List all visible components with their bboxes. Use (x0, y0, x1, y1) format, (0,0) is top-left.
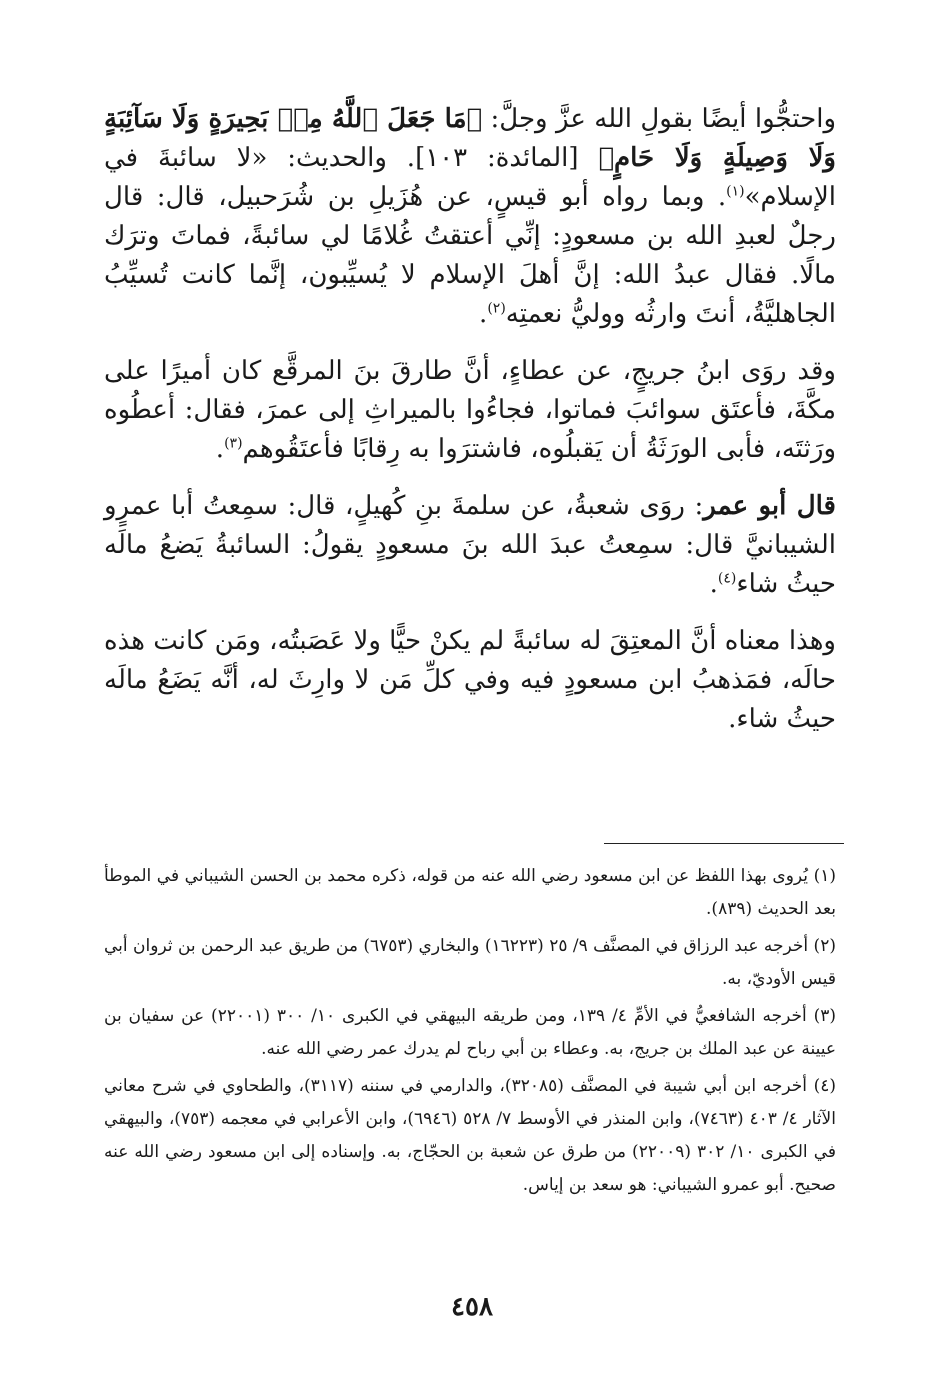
footnote-2: (٢) أخرجه عبد الرزاق في المصنَّف ٩/ ٢٥ (١٦٢٢٣) والبخاري (٦٧٥٣) من طريق عبد الرحمن بن ثروان أبي قيس الأوديّ، به. (104, 936, 836, 989)
paragraph-1-end: . (479, 299, 488, 329)
footnote-1: (١) يُروى بهذا اللفظ عن ابن مسعود رضي الله عنه من قوله، ذكره محمد بن الحسن الشيباني في الموطأ بعد الحديث (٨٣٩). (104, 866, 836, 919)
paragraph-4 (104, 622, 836, 739)
paragraph-1 (104, 100, 836, 334)
paragraph-4-text: وهذا معناه أنَّ المعتِقَ له سائبةً لم يكنْ حيًّا ولا عَصَبتُه، ومَن كانت هذه حالَه، فمَذهبُ ابن مسعودٍ فيه وفي كلِّ مَن لا وارِثَ له، أنَّه يَضَعُ مالَه حيثُ شاء. (104, 626, 836, 734)
main-text (104, 100, 836, 757)
footnote-ref-1: (١) (726, 183, 745, 200)
footnote-3: (٣) أخرجه الشافعيُّ في الأمِّ ٤/ ١٣٩، ومن طريقه البيهقي في الكبرى ١٠/ ٣٠٠ (٢٢٠٠١) عن سفيان بن عيينة عن عبد الملك بن جريج، به. وعطاء بن أبي رباح لم يدرك عمر رضي الله عنه. (104, 1006, 836, 1059)
page-number: ٤٥٨ (451, 1292, 493, 1322)
paragraph-2-part-1: وقد روَى ابنُ جريجٍ، عن عطاءٍ، أنَّ طارقَ بنَ المرقَّع كان أميرًا على مكَّةَ، فأعتَق سوائبَ فماتوا، فجاءُوا بالميراثِ إلى عمرَ، فقال: أعطُوه ورَثتَه، فأبى الورَثَةُ أن يَقبلُوه، فاشترَوا به رِقابًا فأعتَقُوهم (104, 356, 836, 464)
speaker-label: قال أبو عمر (703, 491, 836, 521)
footnote-4: (٤) أخرجه ابن أبي شيبة في المصنَّف (٣٢٠٨٥)، والدارمي في سننه (٣١١٧)، والطحاوي في شرح معاني الآثار ٤/ ٤٠٣ (٧٤٦٣)، وابن المنذر في الأوسط ٧/ ٥٢٨ (٦٩٤٦)، وابن الأعرابي في معجمه (٧٥٣)، والبيهقي في الكبرى ١٠/ ٣٠٢ (٢٢٠٠٩) من طرق عن شعبة بن الحجّاج، به. وإسناده إلى ابن مسعود رضي الله عنه صحيح. أبو عمرو الشيباني: هو سعد بن إياس. (104, 1076, 836, 1195)
paragraph-3-part-2: : روَى شعبةُ، عن سلمةَ بنِ كُهيلٍ، قال: سمِعتُ أبا عمرٍو الشيبانيَّ قال: سمِعتُ عبدَ الله بنَ مسعودٍ يقولُ: السائبةُ يَضعُ مالَه حيثُ شاء (104, 491, 836, 599)
footnote-ref-3: (٣) (224, 435, 243, 452)
paragraph-1-part-5: . وبما رواه أبو قيسٍ، عن هُزَيلِ بن شُرَحبيل، قال: قال رجلٌ لعبدِ الله بن مسعودٍ: إنِّي أعتقتُ غُلامًا لي سائبةً، فماتَ وترَك مالًا. فقال عبدُ الله: إنَّ أهلَ الإسلام لا يُسيِّبون، إنَّما كانت تُسيِّبُ الجاهليَّةُ، أنتَ وارثُه ووليُّ نعمتِه (104, 182, 836, 329)
quran-verse: ﴿مَا جَعَلَ ٱللَّهُ مِنۢ بَحِيرَةٍ وَلَا سَآئِبَةٍ وَلَا وَصِيلَةٍ وَلَا حَامٍ﴾ (104, 104, 836, 173)
footnote-ref-4: (٤) (717, 570, 737, 587)
footnote-ref-2: (٢) (487, 300, 506, 317)
paragraph-2-end: . (215, 434, 225, 464)
paragraph-1-part-1: واحتجُّوا أيضًا بقولِ الله عزَّ وجلَّ: (482, 104, 836, 134)
paragraph-3 (104, 487, 836, 604)
footnotes (104, 860, 836, 1206)
footnote-separator (604, 843, 844, 844)
paragraph-1-part-3: [المائدة: ١٠٣]. والحديث: «لا سائبةَ في الإسلام» (104, 143, 836, 212)
paragraph-2 (104, 352, 836, 469)
paragraph-3-end: . (709, 569, 718, 599)
